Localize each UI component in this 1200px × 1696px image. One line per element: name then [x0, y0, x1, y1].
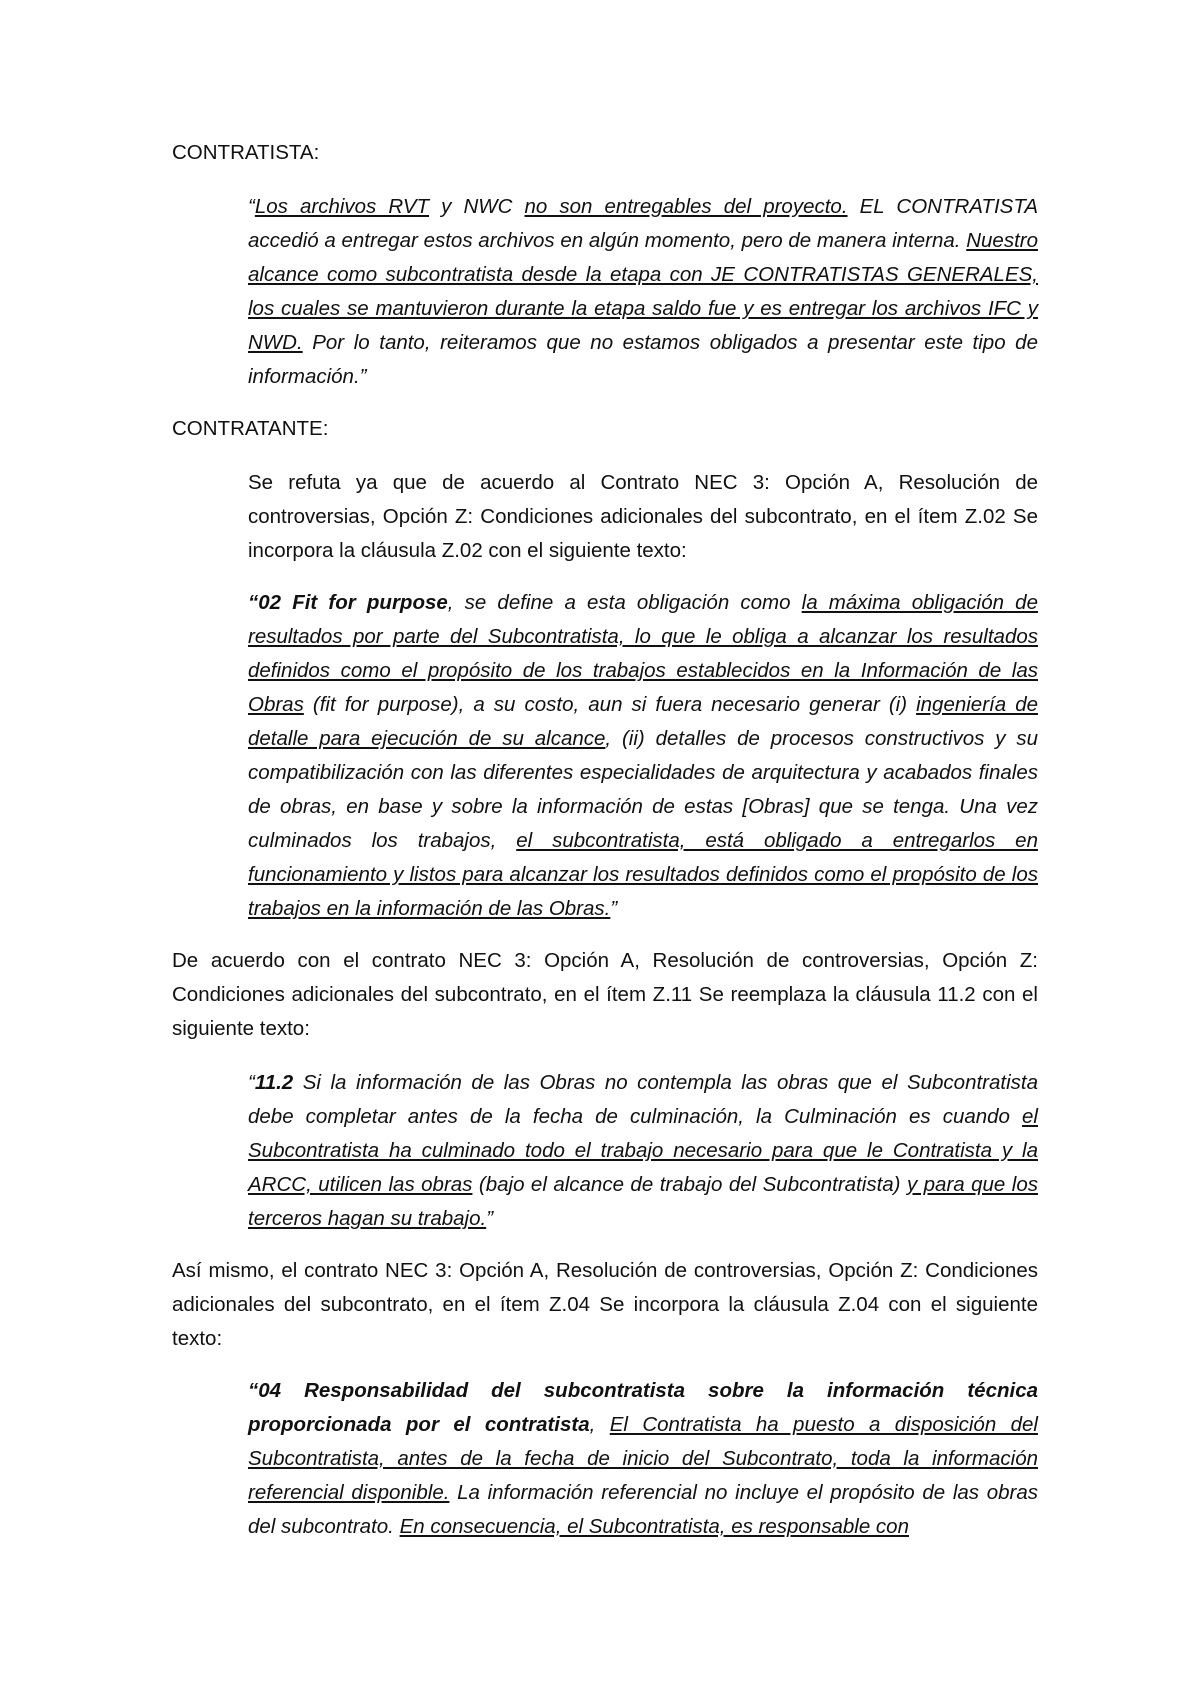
quote-mark: ” — [610, 897, 618, 920]
quote-segment-underlined: ingeniería de detalle para ejecución de su alcance — [248, 693, 1038, 750]
clause-02-title: “02 Fit for purpose — [248, 591, 448, 614]
contratante-label: CONTRATANTE: — [172, 417, 329, 440]
contratista-quote — [248, 190, 1038, 394]
paragraph-clause-11: De acuerdo con el contrato NEC 3: Opción A, Resolución de controversias, Opción Z: Condiciones adicionales del subcontrato, en el ítem Z.11 Se reemplaza la cláusula 11.2 con el siguiente texto: — [172, 949, 1038, 1040]
clause-04-quote — [248, 1374, 1038, 1544]
quote-segment: (bajo el alcance de trabajo del Subcontratista) — [472, 1173, 907, 1196]
quote-segment: , (ii) detalles de procesos constructivos y su compatibilización con las diferentes especialidades de arquitectura y acabados finales de obras, en base y sobre la información de estas [Obras] que se tenga. Una vez culminados los trabajos, — [248, 727, 1038, 852]
quote-segment-underlined: el subcontratista, está obligado a entregarlos en funcionamiento y listos para alcanzar los resultados definidos como el propósito de los trabajos en la información de las Obras. — [248, 829, 1038, 920]
quote-segment: EL CONTRATISTA accedió a entregar estos archivos en algún momento, pero de manera interna. — [248, 195, 1038, 252]
clause-11-number: 11.2 — [254, 1071, 294, 1094]
quote-segment: (fit for purpose), a su costo, aun si fuera necesario generar (i) — [303, 693, 917, 716]
quote-segment-underlined: el Subcontratista ha culminado todo el trabajo necesario para que le Contratista y la ARCC, utilicen las obras — [248, 1105, 1038, 1196]
quote-segment: Si la información de las Obras no contempla las obras que el Subcontratista debe completar antes de la fecha de culminación, la Culminación es cuando — [248, 1071, 1038, 1128]
clause-11-quote — [248, 1066, 1038, 1236]
quote-mark: ” — [486, 1207, 494, 1230]
clause-02-quote — [248, 586, 1038, 926]
quote-segment-underlined: El Contratista ha puesto a disposición del Subcontratista, antes de la fecha de inicio del Subcontrato, toda la información referencial disponible. — [248, 1413, 1038, 1504]
quote-segment-underlined: Los archivos RVT — [254, 195, 430, 218]
quote-segment-underlined: En consecuencia, el Subcontratista, es responsable con — [399, 1515, 909, 1538]
contratista-label: CONTRATISTA: — [172, 141, 320, 164]
quote-segment-underlined: la máxima obligación de resultados por parte del Subcontratista, lo que le obliga a alcanzar los resultados definidos como el propósito de los trabajos establecidos en la Información de las Obras — [248, 591, 1038, 716]
quote-segment: La información referencial no incluye el propósito de las obras del subcontrato. — [248, 1481, 1038, 1538]
quote-segment-underlined: y para que los terceros hagan su trabajo. — [248, 1173, 1038, 1230]
quote-mark: “ — [248, 195, 255, 218]
paragraph-clause-04: Así mismo, el contrato NEC 3: Opción A, Resolución de controversias, Opción Z: Condiciones adicionales del subcontrato, en el ítem Z.04 Se incorpora la cláusula Z.04 con el siguiente texto: — [172, 1259, 1038, 1350]
clause-04-title: “04 Responsabilidad del subcontratista sobre la información técnica proporcionada por el contratista — [248, 1379, 1038, 1436]
quote-segment-underlined: no son entregables del proyecto. — [524, 195, 848, 218]
quote-mark: “ — [248, 1071, 255, 1094]
quote-segment: y NWC — [429, 195, 525, 218]
contratante-paragraph: Se refuta ya que de acuerdo al Contrato NEC 3: Opción A, Resolución de controversias, Opción Z: Condiciones adicionales del subcontrato, en el ítem Z.02 Se incorpora la cláusula Z.02 con el siguiente texto: — [248, 471, 1038, 562]
quote-segment: , se define a esta obligación como — [447, 591, 802, 614]
quote-segment-underlined: Nuestro alcance como subcontratista desde la etapa con JE CONTRATISTAS GENERALES, los cuales se mantuvieron durante la etapa saldo fue y es entregar los archivos IFC y NWD. — [248, 229, 1038, 354]
quote-segment: Por lo tanto, reiteramos que no estamos obligados a presentar este tipo de información.” — [248, 331, 1038, 388]
quote-segment: , — [589, 1413, 610, 1436]
